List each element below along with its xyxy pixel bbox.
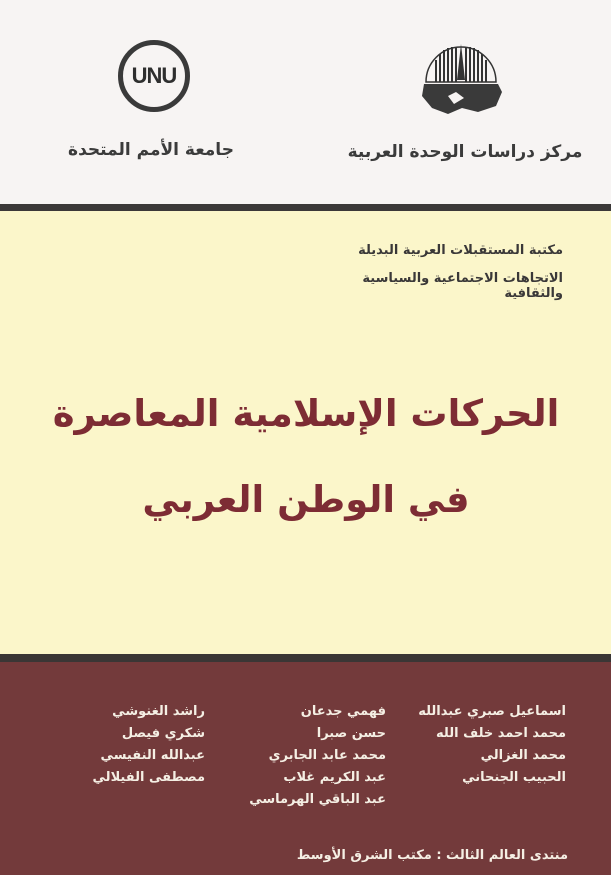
divider-top bbox=[0, 204, 611, 211]
author-name: محمد الغزالي bbox=[480, 748, 566, 763]
series-line-1: مكتبة المستقبلات العربية البديلة bbox=[358, 243, 563, 258]
author-name: حسن صبرا bbox=[316, 726, 386, 741]
author-name: الحبيب الجنحاني bbox=[462, 770, 566, 785]
author-name: اسماعيل صبري عبدالله bbox=[418, 704, 566, 719]
author-name: محمد احمد خلف الله bbox=[436, 726, 566, 741]
divider-bottom bbox=[0, 654, 611, 662]
caus-name: مركز دراسات الوحدة العربية bbox=[347, 142, 583, 162]
author-name: فهمي جدعان bbox=[300, 704, 386, 719]
author-name: محمد عابد الجابري bbox=[268, 748, 386, 763]
unu-logo bbox=[118, 40, 190, 112]
publisher-header bbox=[0, 0, 611, 204]
authors-panel bbox=[0, 662, 611, 875]
author-name: شكري فيصل bbox=[121, 726, 205, 741]
author-name: مصطفى الفيلالي bbox=[92, 770, 205, 785]
footer-publisher: منتدى العالم الثالث : مكتب الشرق الأوسط bbox=[296, 848, 568, 863]
series-line-2: الاتجاهات الاجتماعية والسياسية والثقافية bbox=[362, 271, 563, 301]
author-name: راشد الغنوشي bbox=[112, 704, 205, 719]
unu-logo-text: UNU bbox=[131, 63, 177, 88]
author-name: عبد الكريم غلاب bbox=[283, 770, 386, 785]
author-name: عبد الباقي الهرماسي bbox=[249, 792, 386, 807]
caus-logo bbox=[418, 40, 504, 120]
unu-name: جامعة الأمم المتحدة bbox=[68, 140, 234, 160]
book-title-line-2: في الوطن العربي bbox=[142, 478, 470, 521]
book-title-line-1: الحركات الإسلامية المعاصرة bbox=[52, 392, 560, 435]
author-name: عبدالله النفيسي bbox=[100, 748, 205, 763]
